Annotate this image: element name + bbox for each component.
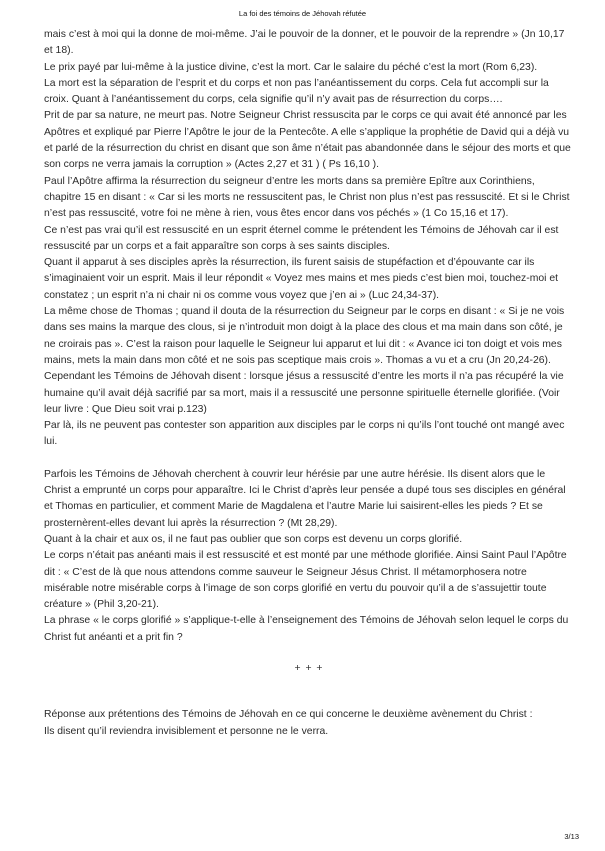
document-body: [44, 27, 574, 740]
paragraph: Paul l’Apôtre affirma la résurrection du seigneur d’entre les morts dans sa première Epître aux Corinthiens, chapitre 15 en disant : « Car si les morts ne ressuscitent pas, le Christ non plus n’est pas ressuscité. Et si le Christ n’est pas ressuscité, votre foi ne mène à rien, vous êtes encor dans vos péchés » (1 Co 15,16 et 17).: [44, 175, 570, 220]
paragraph: Ce n’est pas vrai qu’il est ressuscité en un esprit éternel comme le prétendent les Témoins de Jéhovah car il est ressuscité par un corps et a fait apparaître son corps à ses saints disciples.: [44, 224, 559, 252]
paragraph: Prit de par sa nature, ne meurt pas. Notre Seigneur Christ ressuscita par le corps ce qui avait été annoncé par les Apôtres et expliqué par Pierre l’Apôtre le jour de la Pentecôte. A elle s’applique la prophétie de David qui a déjà vu et parlé de la résurrection du christ en disant que son âme n’était pas abandonnée dans le séjour des morts et que son corps ne verra jamais la corruption » (Actes 2,27 et 31 ) ( Ps 16,10 ).: [44, 110, 571, 171]
closing-line: Ils disent qu’il reviendra invisiblement et personne ne le verra.: [44, 725, 329, 737]
paragraph: La même chose de Thomas ; quand il douta de la résurrection du Seigneur par le corps en disant : « Si je ne vois dans ses mains la marque des clous, si je n’introduit mon doigt à la place des clous et ma main dans son côté, je ne croirais pas ». C’est la raison pour laquelle le Seigneur lui apparut et lui dit : « Avance ici ton doigt et vois mes mains, mets la main dans mon côté et ne sois pas sceptique mais crois ». Thomas a vu et a cru (Jn 20,24-26).: [44, 306, 565, 366]
paragraph: Le prix payé par lui-même à la justice divine, c’est la mort. Car le salaire du péché c’est la mort (Rom 6,23).: [44, 61, 538, 73]
paragraph: mais c’est à moi qui la donne de moi-même. J’ai le pouvoir de la donner, et le pouvoir de la reprendre » (Jn 10,17 et 18).: [44, 29, 565, 57]
paragraph: Parfois les Témoins de Jéhovah cherchent à couvrir leur hérésie par une autre hérésie. Ils disent alors que le Christ a emprunté un corps pour apparaître. Ici le Christ d’après leur pensée a dupé tous ses disciples en général et Thomas en particulier, et comment Marie de Magdalena et l’autre Marie lui saisirent-elles les pieds ? Et se prosternèrent-elles devant lui après la résurrection ? (Mt 28,29).: [44, 468, 566, 529]
paragraph: Le corps n’était pas anéanti mais il est ressuscité et est monté par une méthode glorifiée. Ainsi Saint Paul l’Apôtre dit : « C’est de là que nous attendons comme sauveur le Seigneur Jésus Christ. Il métamorphosera notre misérable notre misérable corps à l’image de son corps glorifié en vertu du pouvoir qu’il a de s’assujettir toute créature » (Phil 3,20-21).: [44, 550, 567, 611]
closing-section: [44, 707, 574, 740]
page-number: 3/13: [564, 832, 579, 841]
paragraph: La mort est la séparation de l’esprit et du corps et non pas l’anéantissement du corps. Cela fut accompli sur la croix. Quant à l’anéantissement du corps, cela signifie qu’il n’y avait pas de résurrection du corps….: [44, 77, 549, 106]
page-header: La foi des témoins de Jéhovah réfutée: [238, 9, 367, 18]
paragraph: Quant il apparut à ses disciples après la résurrection, ils furent saisis de stupéfaction et d’épouvante car ils s’imaginaient voir un esprit. Mais il leur répondit « Voyez mes mains et mes pieds c’est bien moi, touchez-moi et constatez ; un esprit n’a ni chair ni os comme vous voyez que j’en ai » (Luc 24,34-37).: [44, 257, 558, 301]
section-separator: + + +: [294, 662, 324, 674]
paragraph: La phrase « le corps glorifié » s’applique-t-elle à l’enseignement des Témoins de Jéhovah selon lequel le corps du Christ fut anéanti et a prit fin ?: [44, 615, 569, 643]
paragraph: Par là, ils ne peuvent pas contester son apparition aux disciples par le corps ni qu’ils l’ont touché ont mangé avec lui.: [44, 420, 565, 448]
paragraph: Quant à la chair et aux os, il ne faut pas oublier que son corps est devenu un corps glorifié.: [44, 533, 463, 545]
closing-line: Réponse aux prétentions des Témoins de Jéhovah en ce qui concerne le deuxième avènement du Christ :: [44, 709, 533, 721]
paragraph: Cependant les Témoins de Jéhovah disent : lorsque jésus a ressuscité d’entre les morts il n’a pas récupéré la vie humaine qu’il avait déjà sacrifié par sa mort, mais il a ressuscité une personne spirituelle éternelle glorifiée. (Voir leur livre : Que Dieu soit vrai p.123): [44, 371, 564, 415]
